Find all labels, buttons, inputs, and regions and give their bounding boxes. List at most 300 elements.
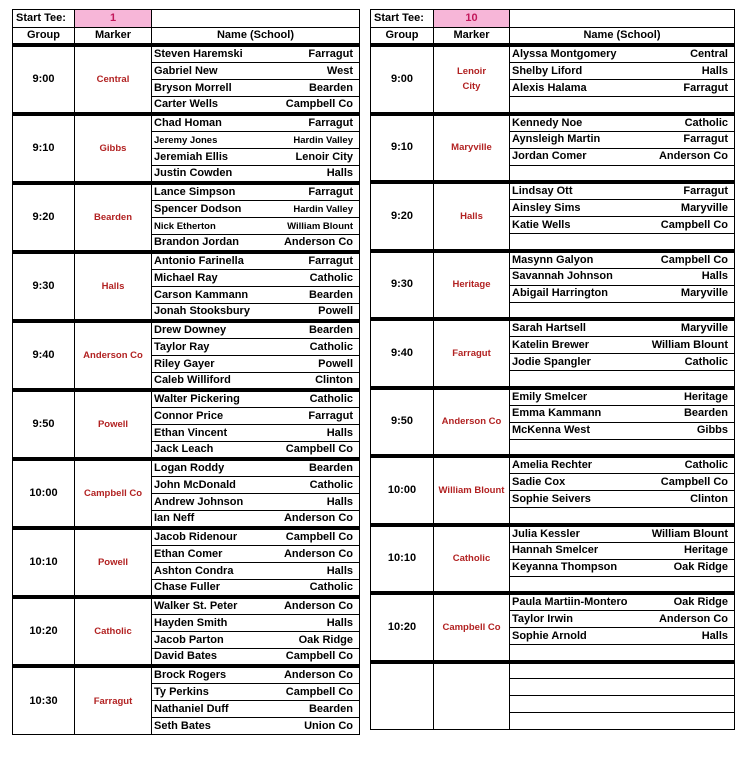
- player-cell: [152, 114, 360, 132]
- player-school: Catholic: [309, 478, 353, 491]
- marker-header: Marker: [434, 28, 510, 46]
- player-name: Riley Gayer: [154, 357, 215, 370]
- tee-time: 9:20: [371, 182, 434, 251]
- marker-school: [75, 459, 152, 528]
- marker-line: Campbell Co: [442, 621, 501, 633]
- player-cell: [510, 662, 735, 679]
- player-cell: [510, 611, 735, 628]
- player-cell: [510, 593, 735, 611]
- player-school: Catholic: [684, 116, 728, 129]
- blank-cell: [510, 10, 735, 28]
- player-school: Halls: [326, 426, 353, 439]
- player-cell: [510, 491, 735, 508]
- tee-time: 9:10: [13, 114, 75, 183]
- marker-school: [434, 114, 510, 183]
- player-cell: [152, 356, 360, 373]
- marker-line: Halls: [101, 281, 125, 292]
- player-name: Jeremiah Ellis: [154, 150, 228, 163]
- player-name: Sophie Seivers: [512, 492, 591, 505]
- player-school: Catholic: [309, 340, 353, 353]
- player-name: Alexis Halama: [512, 81, 587, 94]
- player-cell: [510, 559, 735, 576]
- tee-time: 9:00: [371, 45, 434, 114]
- player-name: Emma Kammann: [512, 407, 602, 419]
- tee-time: 10:00: [13, 459, 75, 528]
- player-name: Lindsay Ott: [512, 185, 573, 197]
- marker-line: Farragut: [452, 347, 491, 359]
- tee-time: 9:30: [13, 252, 75, 321]
- player-school: Powell: [318, 305, 353, 317]
- table-row: [13, 321, 360, 339]
- marker-school: [434, 525, 510, 594]
- player-name: Katie Wells: [512, 218, 571, 231]
- player-cell: [510, 217, 735, 234]
- player-name: McKenna West: [512, 424, 591, 436]
- player-name: Katelin Brewer: [512, 338, 590, 351]
- player-cell: [510, 302, 735, 319]
- group-header: Group: [13, 28, 75, 46]
- player-name: Jacob Ridenour: [154, 531, 238, 543]
- player-school: Halls: [326, 564, 353, 577]
- player-cell: [510, 645, 735, 662]
- player-cell: [152, 270, 360, 287]
- player-school: Campbell Co: [660, 218, 728, 231]
- player-school: William Blount: [651, 338, 728, 351]
- player-name: Sadie Cox: [512, 475, 566, 488]
- player-name: Ethan Vincent: [154, 426, 228, 439]
- marker-school: [434, 593, 510, 662]
- player-cell: [152, 287, 360, 304]
- player-school: Heritage: [683, 544, 728, 556]
- player-cell: [152, 373, 360, 391]
- player-cell: [152, 166, 360, 184]
- player-school: Farragut: [683, 185, 728, 197]
- player-cell: [510, 371, 735, 388]
- tee-time: 9:00: [13, 45, 75, 114]
- player-cell: [510, 422, 735, 439]
- marker-school: [434, 662, 510, 730]
- player-cell: [510, 251, 735, 269]
- tee-time: 9:40: [13, 321, 75, 390]
- player-cell: [152, 666, 360, 684]
- player-school: Campbell Co: [285, 443, 353, 455]
- marker-line: William Blount: [438, 484, 505, 496]
- table-row: [371, 388, 735, 406]
- player-name: Gabriel New: [154, 64, 218, 77]
- table-row: [371, 525, 735, 543]
- player-name: Hayden Smith: [154, 616, 228, 629]
- start-tee-number: 1: [75, 10, 152, 28]
- marker-line: Halls: [460, 210, 483, 222]
- marker-line: Central: [96, 74, 130, 85]
- player-name: Ashton Condra: [154, 564, 234, 577]
- player-name: David Bates: [154, 650, 217, 662]
- player-name: Paula Martiin-Montero: [512, 596, 628, 608]
- player-cell: [152, 252, 360, 270]
- player-school: Anderson Co: [283, 512, 353, 524]
- player-school: Farragut: [308, 186, 353, 198]
- player-name: Hannah Smelcer: [512, 544, 599, 556]
- player-school: Anderson Co: [283, 236, 353, 248]
- marker-line: Anderson Co: [441, 416, 502, 428]
- player-school: Campbell Co: [660, 253, 728, 266]
- start-tee-row: [13, 10, 360, 28]
- player-school: Halls: [326, 616, 353, 629]
- start-tee-row: [371, 10, 735, 28]
- marker-school: [75, 666, 152, 735]
- player-cell: [152, 459, 360, 477]
- marker-school: [75, 528, 152, 597]
- player-name: Caleb Williford: [154, 374, 231, 386]
- table-row: [13, 45, 360, 63]
- player-school: Central: [690, 48, 728, 60]
- table-row: [13, 528, 360, 546]
- player-cell: [510, 234, 735, 251]
- player-school: Campbell Co: [285, 531, 353, 543]
- player-name: Julia Kessler: [512, 527, 580, 540]
- player-cell: [510, 456, 735, 474]
- player-cell: [510, 63, 735, 80]
- start-tee-label: Start Tee:: [13, 10, 75, 28]
- marker-header: Marker: [75, 28, 152, 46]
- marker-line: Gibbs: [99, 143, 127, 154]
- marker-line: Lenoir: [456, 66, 487, 78]
- tee-time: 10:10: [371, 525, 434, 594]
- player-school: Catholic: [309, 271, 353, 284]
- blank-cell: [152, 10, 360, 28]
- player-cell: [152, 528, 360, 546]
- marker-line: Farragut: [93, 695, 133, 707]
- player-cell: [152, 684, 360, 701]
- player-name: Aynsleigh Martin: [512, 133, 601, 145]
- player-school: Farragut: [308, 117, 353, 129]
- tee-time: 9:50: [371, 388, 434, 457]
- name-school-header: Name (School): [510, 28, 735, 46]
- marker-school: [434, 319, 510, 388]
- player-cell: [152, 580, 360, 598]
- player-cell: [152, 201, 360, 218]
- girls-tee-sheet: [370, 9, 734, 730]
- player-cell: [152, 425, 360, 442]
- player-name: Brock Rogers: [154, 669, 227, 681]
- boys-tee-sheet: [12, 9, 359, 735]
- header-row: [371, 28, 735, 46]
- player-cell: [510, 405, 735, 422]
- player-cell: [152, 408, 360, 425]
- player-cell: [510, 542, 735, 559]
- player-name: Drew Downey: [154, 324, 227, 336]
- table-row: [13, 183, 360, 201]
- player-cell: [152, 563, 360, 580]
- marker-school: [75, 45, 152, 114]
- marker-line: Bearden: [93, 212, 132, 223]
- player-school: Anderson Co: [283, 547, 353, 560]
- marker-school: [75, 321, 152, 390]
- player-cell: [510, 80, 735, 97]
- player-name: Chase Fuller: [154, 581, 221, 593]
- player-school: Anderson Co: [283, 669, 353, 681]
- player-school: Oak Ridge: [673, 596, 728, 608]
- player-school: Campbell Co: [660, 475, 728, 488]
- tee-time: [371, 662, 434, 730]
- marker-line: Powell: [97, 419, 129, 430]
- player-name: Ainsley Sims: [512, 201, 581, 214]
- player-school: Maryville: [680, 201, 728, 214]
- player-cell: [152, 218, 360, 235]
- player-name: Steven Haremski: [154, 48, 243, 60]
- player-school: Oak Ridge: [673, 561, 728, 573]
- name-school-header: Name (School): [152, 28, 360, 46]
- player-name: Brandon Jordan: [154, 236, 239, 248]
- player-name: Logan Roddy: [154, 462, 225, 474]
- player-school: Farragut: [683, 133, 728, 145]
- player-school: Catholic: [684, 355, 728, 368]
- player-name: Spencer Dodson: [154, 202, 242, 215]
- player-school: Heritage: [683, 390, 728, 403]
- player-school: Hardin Valley: [293, 134, 353, 146]
- player-school: Halls: [701, 270, 728, 282]
- player-cell: [510, 268, 735, 285]
- tee-time: 9:40: [371, 319, 434, 388]
- table-row: [13, 459, 360, 477]
- player-cell: [152, 494, 360, 511]
- marker-school: [434, 456, 510, 525]
- player-school: Maryville: [680, 287, 728, 299]
- marker-line: Anderson Co: [83, 350, 143, 361]
- player-cell: [510, 679, 735, 696]
- start-tee-number: 10: [434, 10, 510, 28]
- player-cell: [152, 597, 360, 615]
- player-school: Catholic: [309, 393, 353, 405]
- player-name: Chad Homan: [154, 117, 222, 129]
- player-school: Farragut: [308, 409, 353, 422]
- tee-table-left: [12, 9, 360, 735]
- tee-time: 9:50: [13, 390, 75, 459]
- player-school: Campbell Co: [285, 98, 353, 110]
- player-name: Keyanna Thompson: [512, 561, 618, 573]
- player-cell: [510, 45, 735, 63]
- table-row: [13, 390, 360, 408]
- table-row: [371, 114, 735, 132]
- player-school: Anderson Co: [658, 150, 728, 162]
- player-name: Jordan Comer: [512, 150, 587, 162]
- player-school: Bearden: [308, 81, 353, 94]
- player-name: Justin Cowden: [154, 167, 233, 179]
- player-name: Jodie Spangler: [512, 355, 591, 368]
- player-name: Alyssa Montgomery: [512, 48, 617, 60]
- player-cell: [152, 632, 360, 649]
- player-school: Halls: [326, 495, 353, 508]
- player-name: John McDonald: [154, 478, 236, 491]
- player-cell: [152, 149, 360, 166]
- player-name: Ian Neff: [154, 512, 195, 524]
- player-school: West: [326, 64, 353, 77]
- table-row: [13, 666, 360, 684]
- marker-line: Catholic: [94, 626, 132, 637]
- start-tee-label: Start Tee:: [371, 10, 434, 28]
- player-school: Lenoir City: [295, 150, 353, 163]
- player-name: Kennedy Noe: [512, 116, 583, 129]
- player-cell: [510, 148, 735, 165]
- player-cell: [152, 339, 360, 356]
- player-school: Bearden: [308, 462, 353, 474]
- player-name: Antonio Farinella: [154, 255, 244, 267]
- player-cell: [152, 718, 360, 735]
- player-school: Clinton: [690, 492, 728, 505]
- player-cell: [152, 45, 360, 63]
- player-cell: [510, 525, 735, 543]
- player-cell: [510, 319, 735, 337]
- player-name: Ethan Comer: [154, 547, 223, 560]
- player-school: Bearden: [308, 702, 353, 715]
- player-name: Nick Etherton: [154, 220, 216, 232]
- player-school: Hardin Valley: [293, 203, 353, 215]
- player-name: Jack Leach: [154, 443, 214, 455]
- player-name: Jonah Stooksbury: [154, 305, 250, 317]
- player-cell: [152, 442, 360, 460]
- player-school: William Blount: [651, 527, 728, 540]
- group-header: Group: [371, 28, 434, 46]
- marker-school: [75, 597, 152, 666]
- player-school: Anderson Co: [283, 600, 353, 612]
- marker-line: Campbell Co: [83, 488, 143, 499]
- player-cell: [510, 182, 735, 200]
- player-cell: [510, 713, 735, 730]
- player-name: Amelia Rechter: [512, 459, 593, 471]
- player-school: Catholic: [309, 581, 353, 593]
- marker-line: City: [462, 81, 481, 93]
- tee-time: 9:30: [371, 251, 434, 320]
- player-school: Clinton: [315, 374, 353, 386]
- tee-time: 10:10: [13, 528, 75, 597]
- player-name: Sarah Hartsell: [512, 322, 586, 334]
- player-cell: [152, 701, 360, 718]
- tee-time: 10:20: [371, 593, 434, 662]
- player-school: Halls: [326, 167, 353, 179]
- player-school: William Blount: [287, 220, 353, 232]
- marker-school: [75, 114, 152, 183]
- player-school: Maryville: [680, 322, 728, 334]
- player-name: Michael Ray: [154, 271, 218, 284]
- player-cell: [510, 508, 735, 525]
- player-name: Seth Bates: [154, 719, 211, 732]
- player-cell: [510, 628, 735, 645]
- player-school: Gibbs: [696, 424, 728, 436]
- player-cell: [152, 97, 360, 115]
- header-row: [13, 28, 360, 46]
- player-name: Walker St. Peter: [154, 600, 238, 612]
- player-cell: [510, 165, 735, 182]
- player-school: Powell: [318, 357, 353, 370]
- player-cell: [510, 576, 735, 593]
- player-cell: [152, 390, 360, 408]
- marker-school: [434, 45, 510, 114]
- player-school: Farragut: [308, 48, 353, 60]
- tee-time: 10:00: [371, 456, 434, 525]
- player-name: Masynn Galyon: [512, 253, 594, 266]
- tee-time: 9:20: [13, 183, 75, 252]
- table-row: [371, 45, 735, 63]
- table-row: [13, 114, 360, 132]
- player-name: Emily Smelcer: [512, 390, 588, 403]
- player-school: Catholic: [684, 459, 728, 471]
- player-school: Farragut: [308, 255, 353, 267]
- player-cell: [510, 131, 735, 148]
- table-row: [13, 252, 360, 270]
- player-cell: [152, 63, 360, 80]
- tee-time: 10:30: [13, 666, 75, 735]
- player-school: Oak Ridge: [298, 633, 353, 646]
- player-name: Andrew Johnson: [154, 495, 244, 508]
- marker-line: Maryville: [451, 142, 492, 154]
- table-row: [371, 593, 735, 611]
- player-school: Bearden: [683, 407, 728, 419]
- marker-school: [75, 252, 152, 321]
- player-cell: [152, 321, 360, 339]
- marker-line: Heritage: [452, 279, 491, 291]
- player-name: Bryson Morrell: [154, 81, 232, 94]
- marker-line: Catholic: [452, 553, 491, 565]
- player-school: Bearden: [308, 288, 353, 301]
- player-name: Jacob Parton: [154, 633, 224, 646]
- player-school: Farragut: [683, 81, 728, 94]
- player-name: Carter Wells: [154, 98, 218, 110]
- player-cell: [510, 439, 735, 456]
- player-cell: [510, 114, 735, 132]
- marker-line: Powell: [97, 557, 129, 568]
- player-cell: [152, 477, 360, 494]
- player-cell: [510, 354, 735, 371]
- player-cell: [510, 474, 735, 491]
- player-cell: [152, 183, 360, 201]
- player-cell: [152, 511, 360, 529]
- tee-time: 9:10: [371, 114, 434, 183]
- player-name: Savannah Johnson: [512, 270, 613, 282]
- player-cell: [152, 546, 360, 563]
- player-cell: [152, 80, 360, 97]
- player-name: Jeremy Jones: [154, 134, 218, 146]
- marker-school: [434, 182, 510, 251]
- player-school: Halls: [701, 629, 728, 642]
- player-cell: [510, 97, 735, 114]
- player-cell: [152, 615, 360, 632]
- player-cell: [152, 304, 360, 322]
- player-school: Anderson Co: [658, 612, 728, 625]
- table-row: [371, 182, 735, 200]
- marker-school: [75, 390, 152, 459]
- player-name: Sophie Arnold: [512, 629, 587, 642]
- player-school: Union Co: [304, 719, 353, 732]
- player-name: Carson Kammann: [154, 288, 249, 301]
- marker-school: [434, 388, 510, 457]
- player-name: Connor Price: [154, 409, 224, 422]
- player-school: Campbell Co: [285, 650, 353, 662]
- player-name: Walter Pickering: [154, 393, 240, 405]
- marker-school: [75, 183, 152, 252]
- player-cell: [152, 649, 360, 667]
- player-school: Bearden: [308, 324, 353, 336]
- player-cell: [152, 235, 360, 253]
- table-row: [371, 456, 735, 474]
- player-name: Taylor Irwin: [512, 612, 573, 625]
- table-row: [371, 251, 735, 269]
- player-school: Halls: [701, 64, 728, 77]
- player-cell: [152, 132, 360, 149]
- tee-table-right: [370, 9, 735, 730]
- table-row: [371, 662, 735, 679]
- player-name: Abigail Harrington: [512, 287, 608, 299]
- player-name: Shelby Liford: [512, 64, 583, 77]
